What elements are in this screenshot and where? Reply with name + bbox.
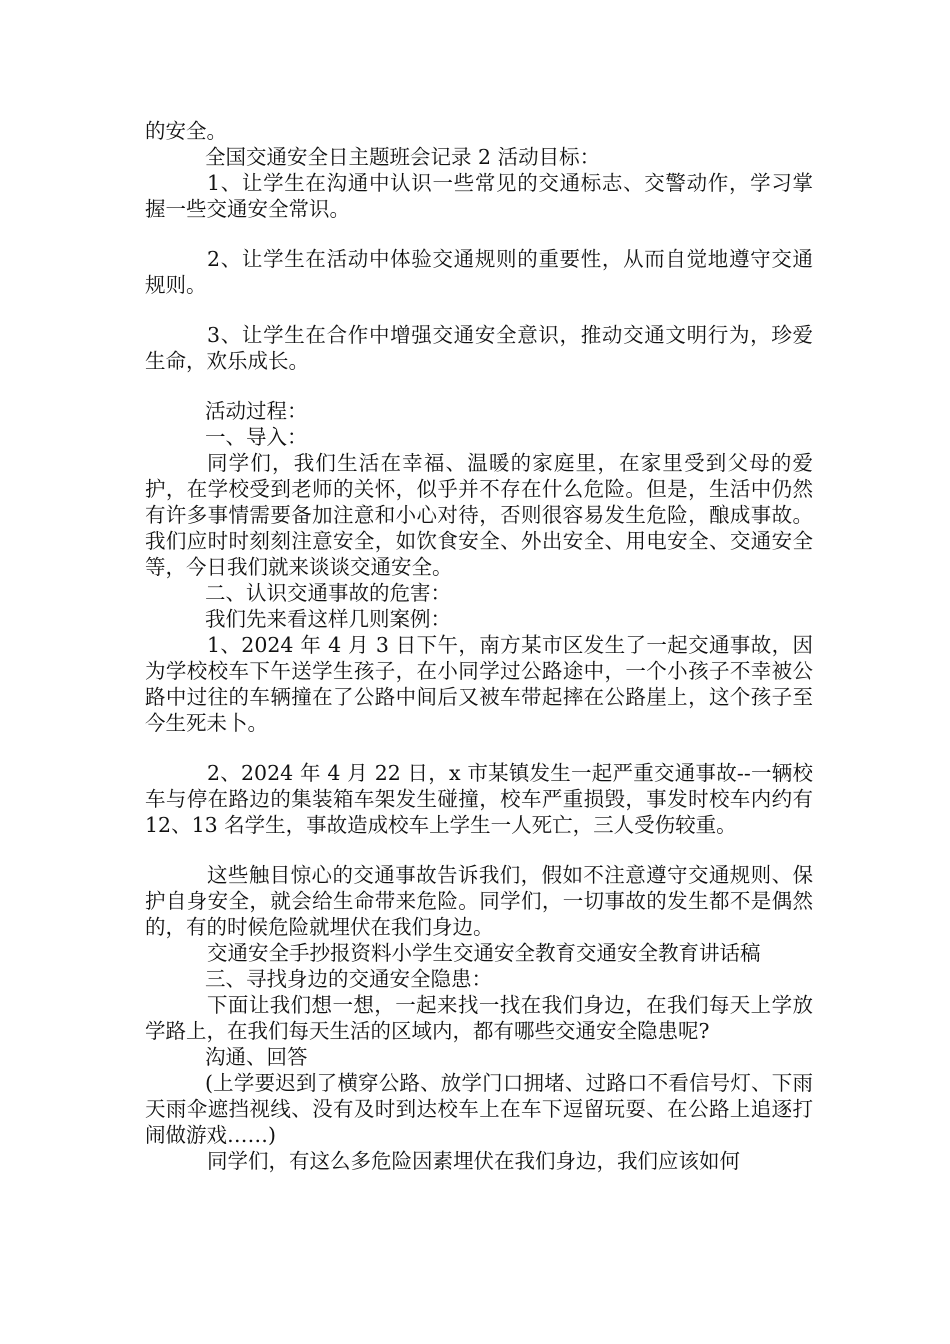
paragraph: 全国交通安全日主题班会记录 2 活动目标： — [205, 145, 601, 169]
paragraph-gap — [145, 222, 813, 246]
paragraph-gap — [145, 298, 813, 322]
paragraph-gap — [145, 374, 813, 398]
section-heading: 二、认识交通事故的危害： — [205, 581, 451, 605]
document-page — [145, 118, 813, 1174]
paragraph: 3、让学生在合作中增强交通安全意识，推动交通文明行为，珍爱生命，欢乐成长。 — [145, 323, 813, 373]
paragraph: 沟通、回答 — [205, 1045, 308, 1069]
paragraph: 2、2024 年 4 月 22 日，x 市某镇发生一起严重交通事故--一辆校车与停在路边的集装箱车架发生碰撞，校车严重损毁，事发时校车内约有 12、13 名学生，事故造成校车上学生一人死亡，三人受伤较重。 — [145, 761, 813, 837]
paragraph: 1、2024 年 4 月 3 日下午，南方某市区发生了一起交通事故，因为学校校车下午送学生孩子，在小同学过公路途中，一个小孩子不幸被公路中过往的车辆撞在了公路中间后又被车带起摔在公路崖上，这个孩子至今生死未卜。 — [145, 633, 813, 735]
paragraph-gap — [145, 838, 813, 862]
section-heading: 三、寻找身边的交通安全隐患： — [205, 967, 492, 991]
section-heading: 一、导入： — [205, 425, 308, 449]
paragraph: 同学们，我们生活在幸福、温暖的家庭里，在家里受到父母的爱护，在学校受到老师的关怀，似乎并不存在什么危险。但是，生活中仍然有许多事情需要备加注意和小心对待，否则很容易发生危险，酿成事故。我们应时时刻刻注意安全，如饮食安全、外出安全、用电安全、交通安全等，今日我们就来谈谈交通安全。 — [145, 451, 813, 579]
paragraph: 交通安全手抄报资料小学生交通安全教育交通安全教育讲话稿 — [207, 941, 761, 965]
paragraph: 2、让学生在活动中体验交通规则的重要性，从而自觉地遵守交通规则。 — [145, 247, 813, 297]
paragraph: 这些触目惊心的交通事故告诉我们，假如不注意遵守交通规则、保护自身安全，就会给生命带来危险。同学们，一切事故的发生都不是偶然的，有的时候危险就埋伏在我们身边。 — [145, 863, 813, 939]
section-heading: 活动过程： — [205, 399, 308, 423]
paragraph: 同学们，有这么多危险因素埋伏在我们身边，我们应该如何 — [207, 1149, 740, 1173]
paragraph: (上学要迟到了横穿公路、放学门口拥堵、过路口不看信号灯、下雨天雨伞遮挡视线、没有及时到达校车上在车下逗留玩耍、在公路上追逐打闹做游戏……) — [145, 1071, 813, 1147]
paragraph: 的安全。 — [145, 119, 227, 143]
paragraph: 我们先来看这样几则案例： — [205, 607, 451, 631]
paragraph: 1、让学生在沟通中认识一些常见的交通标志、交警动作，学习掌握一些交通安全常识。 — [145, 171, 813, 221]
paragraph: 下面让我们想一想，一起来找一找在我们身边，在我们每天上学放学路上，在我们每天生活的区域内，都有哪些交通安全隐患呢? — [145, 993, 813, 1043]
paragraph-gap — [145, 736, 813, 760]
